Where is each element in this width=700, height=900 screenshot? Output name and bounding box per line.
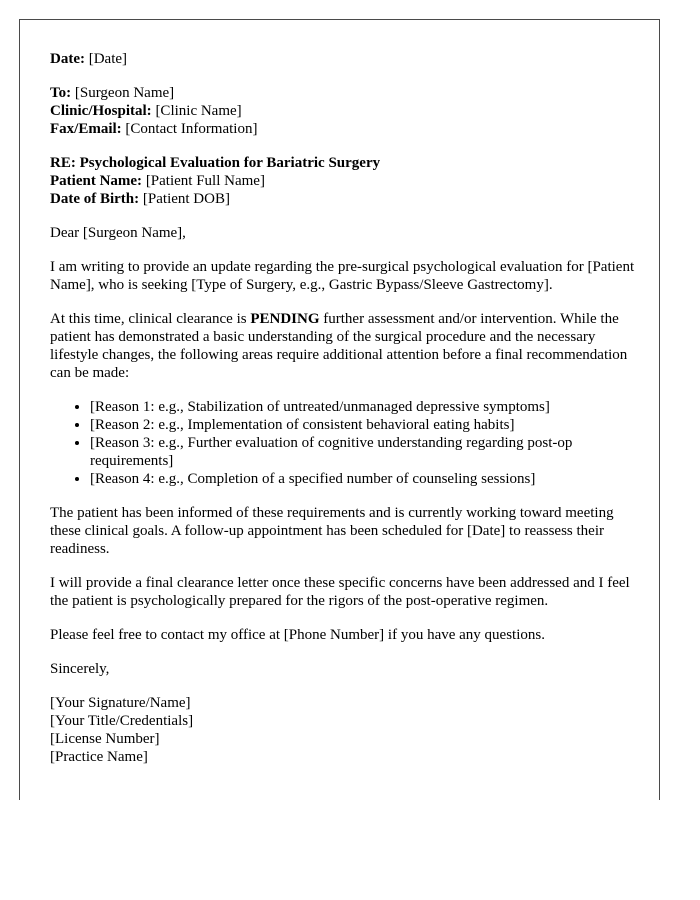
salutation: Dear [Surgeon Name], bbox=[50, 225, 186, 241]
status-paragraph bbox=[50, 310, 638, 382]
contact-value: [Contact Information] bbox=[125, 121, 258, 137]
status-pending-emphasis: PENDING bbox=[250, 311, 320, 327]
signature-name: [Your Signature/Name] bbox=[50, 695, 191, 711]
patient-line bbox=[50, 172, 638, 190]
reason-item-1: • [Reason 1: e.g., Stabilization of untreated/unmanaged depressive symptoms] bbox=[90, 398, 638, 416]
re-line: RE: Psychological Evaluation for Bariatric Surgery bbox=[50, 155, 381, 171]
date-value: [Date] bbox=[88, 51, 128, 67]
dob-label: Date of Birth: bbox=[50, 191, 140, 207]
final-letter-paragraph: I will provide a final clearance letter once these specific concerns have been addressed and I feel the patient is psychologically prepared for the rigors of the post-operative regimen. bbox=[50, 575, 630, 609]
signature-block bbox=[50, 694, 638, 766]
patient-label: Patient Name: bbox=[50, 173, 143, 189]
signature-title: [Your Title/Credentials] bbox=[50, 713, 194, 729]
reason-item-3: • [Reason 3: e.g., Further evaluation of cognitive understanding regarding post-op requirements] bbox=[90, 434, 638, 470]
reason-item-2: • [Reason 2: e.g., Implementation of consistent behavioral eating habits] bbox=[90, 416, 638, 434]
intro-paragraph: I am writing to provide an update regarding the pre-surgical psychological evaluation for [Patient Name], who is seeking [Type of Surgery, e.g., Gastric Bypass/Sleeve Gastrectomy]. bbox=[50, 259, 635, 293]
letter-page bbox=[19, 19, 660, 800]
date-label: Date: bbox=[50, 51, 85, 67]
to-value: [Surgeon Name] bbox=[74, 85, 175, 101]
clinic-label: Clinic/Hospital: bbox=[50, 103, 152, 119]
patient-value: [Patient Full Name] bbox=[145, 173, 265, 189]
date-line bbox=[50, 50, 638, 68]
recipient-block bbox=[50, 84, 638, 138]
reasons-list bbox=[50, 398, 638, 488]
contact-label: Fax/Email: bbox=[50, 121, 122, 137]
license-number: [License Number] bbox=[50, 731, 160, 747]
status-text-post: further assessment and/or intervention. While the patient has demonstrated a basic understanding of the surgical procedure and the necessary lifestyle changes, the following areas require additional attention before a final recommendation can be made: bbox=[50, 311, 628, 381]
status-text-pre: At this time, clinical clearance is bbox=[50, 311, 251, 327]
followup-paragraph: The patient has been informed of these requirements and is currently working toward meeting these clinical goals. A follow-up appointment has been scheduled for [Date] to reassess their readiness. bbox=[50, 505, 614, 557]
clinic-value: [Clinic Name] bbox=[155, 103, 242, 119]
letter-content bbox=[50, 50, 638, 766]
contact-line bbox=[50, 120, 638, 138]
to-label: To: bbox=[50, 85, 72, 101]
reason-item-4: • [Reason 4: e.g., Completion of a specified number of counseling sessions] bbox=[90, 470, 638, 488]
practice-name: [Practice Name] bbox=[50, 749, 148, 765]
dob-line bbox=[50, 190, 638, 208]
to-line bbox=[50, 84, 638, 102]
dob-value: [Patient DOB] bbox=[142, 191, 230, 207]
subject-block bbox=[50, 154, 638, 208]
contact-paragraph: Please feel free to contact my office at [Phone Number] if you have any questions. bbox=[50, 627, 545, 643]
clinic-line bbox=[50, 102, 638, 120]
date-block bbox=[50, 50, 638, 68]
valediction: Sincerely, bbox=[50, 661, 110, 677]
